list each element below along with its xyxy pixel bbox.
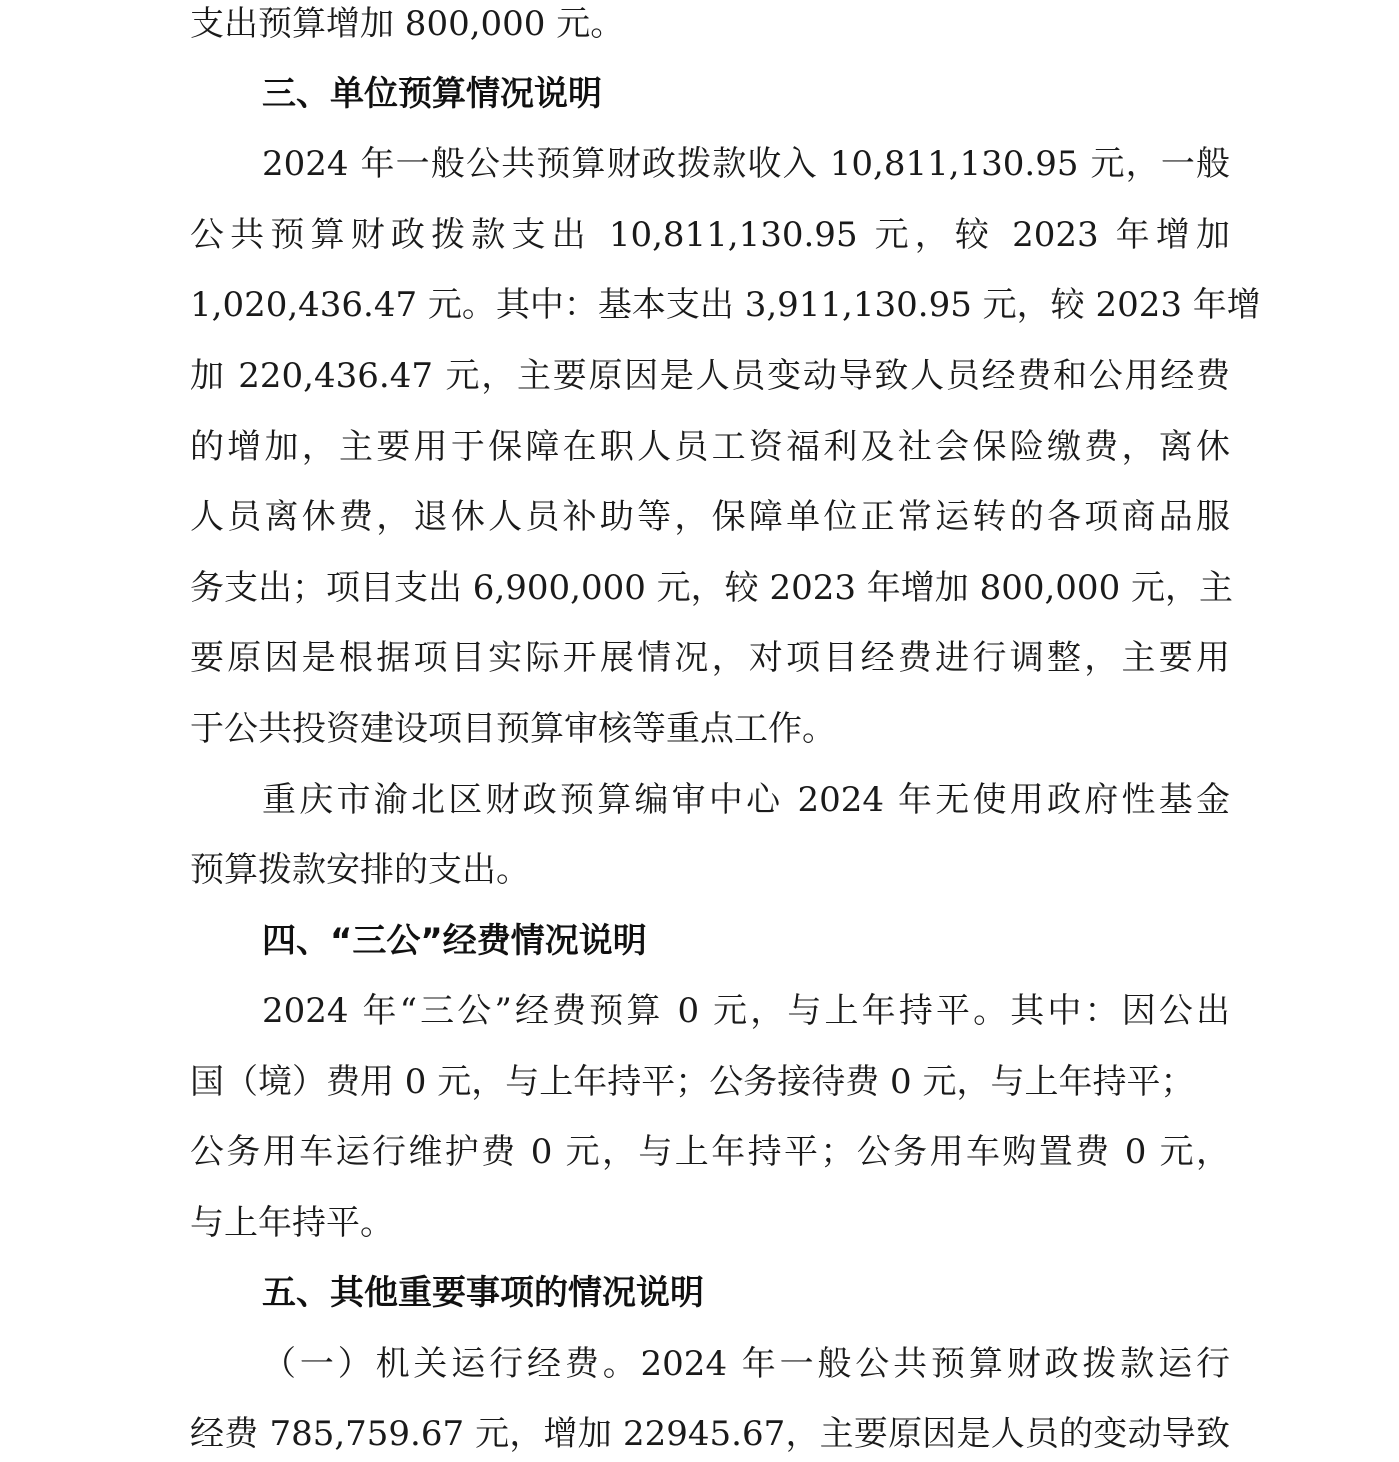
paragraph-line: 公共预算财政拨款支出 10,811,130.95 元，较 2023 年增加: [190, 215, 1230, 255]
paragraph-line: 与上年持平。: [190, 1203, 394, 1243]
paragraph-line: 务支出；项目支出 6,900,000 元，较 2023 年增加 800,000 元，主: [190, 568, 1234, 608]
section-5-heading: 五、其他重要事项的情况说明: [262, 1273, 704, 1313]
paragraph-line: 2024 年一般公共预算财政拨款收入 10,811,130.95 元，一般: [262, 144, 1230, 184]
paragraph-line: 国（境）费用 0 元，与上年持平；公务接待费 0 元，与上年持平；: [190, 1062, 1195, 1102]
paragraph-line: 1,020,436.47 元。其中：基本支出 3,911,130.95 元，较 2023 年增: [190, 285, 1261, 325]
intro-tail-line: 支出预算增加 800,000 元。: [190, 4, 625, 44]
section-3-heading: 三、单位预算情况说明: [262, 74, 602, 114]
paragraph-line: （一）机关运行经费。2024 年一般公共预算财政拨款运行: [262, 1344, 1230, 1384]
paragraph-line: 于公共投资建设项目预算审核等重点工作。: [190, 709, 836, 749]
paragraph-line: 要原因是根据项目实际开展情况，对项目经费进行调整，主要用: [190, 638, 1230, 678]
paragraph-line: 2024 年“三公”经费预算 0 元，与上年持平。其中：因公出: [262, 991, 1230, 1031]
paragraph-line: 预算拨款安排的支出。: [190, 850, 530, 890]
paragraph-line: 公务用车运行维护费 0 元，与上年持平；公务用车购置费 0 元，: [190, 1132, 1230, 1172]
paragraph-line: 的增加，主要用于保障在职人员工资福利及社会保险缴费，离休: [190, 427, 1230, 467]
paragraph-line: 重庆市渝北区财政预算编审中心 2024 年无使用政府性基金: [262, 780, 1230, 820]
section-4-heading: 四、“三公”经费情况说明: [262, 921, 647, 961]
paragraph-line: 加 220,436.47 元，主要原因是人员变动导致人员经费和公用经费: [190, 356, 1230, 396]
paragraph-line: 经费 785,759.67 元，增加 22945.67，主要原因是人员的变动导致: [190, 1414, 1230, 1454]
paragraph-line: 人员离休费，退休人员补助等，保障单位正常运转的各项商品服: [190, 497, 1230, 537]
